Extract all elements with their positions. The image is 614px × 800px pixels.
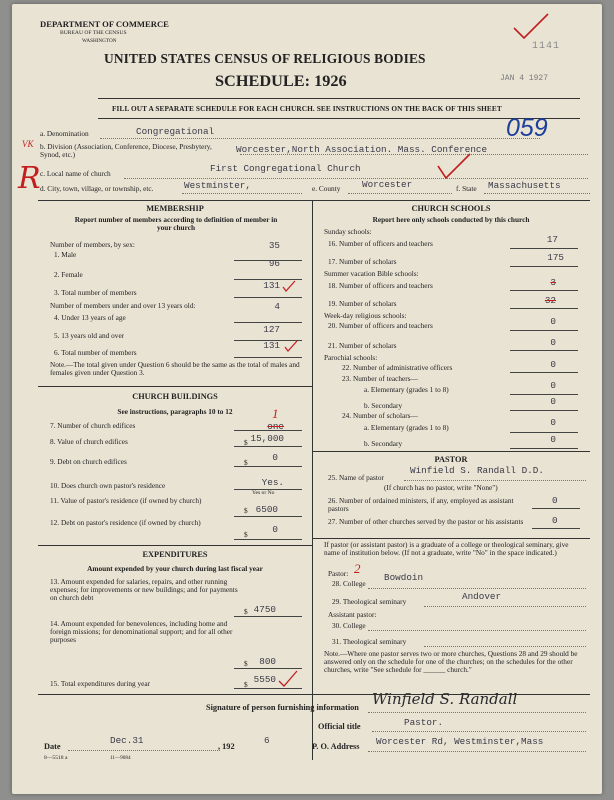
signature-value: Winfield S. Randall: [372, 690, 518, 708]
q3-line: [234, 297, 302, 298]
form-number: 8—5518 a: [44, 755, 68, 761]
section-rule: [38, 386, 312, 387]
members-by-sex-label: Number of members, by sex:: [50, 240, 135, 249]
q30-label: 30. College: [332, 621, 366, 630]
q4-line: [234, 322, 302, 323]
q18-value: 3: [550, 277, 556, 288]
q24b-line: [510, 448, 578, 449]
red-check-mark: [436, 152, 472, 182]
q19-line: [510, 308, 578, 309]
q18-label: 18. Number of officers and teachers: [328, 281, 433, 290]
q29-value: Andover: [462, 591, 502, 602]
schools-heading: CHURCH SCHOOLS: [411, 204, 491, 213]
q12-value: 0: [272, 524, 278, 535]
q27-value: 0: [552, 515, 558, 526]
q13-line: [234, 616, 302, 617]
q13-label: 13. Amount expended for salaries, repairs, and other running expenses; for improvements or new buildings; and for payments on church debt: [50, 577, 238, 603]
yes-or-no-caption: Yes or No: [252, 490, 275, 496]
date-line: [68, 750, 220, 751]
schedule-title: SCHEDULE: 1926: [215, 71, 347, 90]
q18-line: [510, 290, 578, 291]
age-intro: Number of members under and over 13 years old:: [50, 301, 196, 310]
q23-label: 23. Number of teachers—: [342, 374, 418, 383]
q17-line: [510, 266, 578, 267]
department-line: DEPARTMENT OF COMMERCE: [40, 19, 169, 29]
q2-value: 96: [268, 258, 280, 269]
q24a-value: 0: [550, 417, 556, 428]
buildings-heading: CHURCH BUILDINGS: [132, 392, 218, 401]
assistant-pastor-subheading: Assistant pastor:: [328, 610, 377, 619]
expenditures-intro: Amount expended by your church during last fiscal year: [87, 564, 263, 573]
q8-dollar: $: [244, 438, 248, 447]
q24a-line: [510, 432, 578, 433]
q6-label: 6. Total number of members: [54, 348, 137, 357]
q15-label: 15. Total expenditures during year: [50, 679, 151, 688]
separate-schedule-instruction: FILL OUT A SEPARATE SCHEDULE FOR EACH CHURCH. SEE INSTRUCTIONS ON THE BACK OF THIS SHEET: [112, 104, 502, 113]
q8-line: [234, 446, 302, 447]
q3-label: 3. Total number of members: [54, 288, 137, 297]
q7-value: one: [267, 421, 284, 432]
section-rule: [38, 200, 590, 201]
q12-label: 12. Debt on pastor's residence (if owned by church): [50, 518, 201, 527]
local-name-label: c. Local name of church: [40, 169, 111, 178]
q9-dollar: $: [244, 458, 248, 467]
local-name-line: [124, 178, 588, 179]
q23a-line: [510, 394, 578, 395]
q12-line: [234, 539, 302, 540]
q27-label: 27. Number of other churches served by the pastor or his assistants: [328, 517, 524, 526]
po-address-line: [368, 751, 586, 752]
q27-line: [532, 528, 580, 529]
q15-line: [234, 688, 302, 689]
q7-correction: 1: [272, 406, 279, 421]
q21-line: [510, 350, 578, 351]
q31-line: [424, 646, 586, 647]
q4-value: 4: [274, 301, 280, 312]
buildings-intro: See instructions, paragraphs 10 to 12: [117, 407, 233, 416]
q9-line: [234, 466, 302, 467]
q8-value: 15,000: [250, 433, 284, 444]
sunday-schools-label: Sunday schools:: [324, 227, 372, 236]
membership-note: Note.—The total given under Question 6 should be the same as the total of males and females given under Question 3.: [50, 360, 300, 378]
state-line: [484, 193, 590, 194]
q9-label: 9. Debt on church edifices: [50, 457, 127, 466]
q26-label: 26. Number of ordained ministers, if any, employed as assistant pastors: [328, 496, 514, 514]
q24b-value: 0: [550, 434, 556, 445]
q2-label: 2. Female: [54, 270, 83, 279]
section-rule: [38, 545, 312, 546]
washington-line: WASHINGTON: [82, 38, 117, 44]
q23a-label: a. Elementary (grades 1 to 8): [364, 385, 449, 394]
q7-label: 7. Number of church edifices: [50, 421, 136, 430]
denomination-label: a. Denomination: [40, 129, 89, 138]
q23b-line: [510, 410, 578, 411]
q13-value: 4750: [253, 604, 276, 615]
county-label: e. County: [312, 184, 341, 193]
q11-label: 11. Value of pastor's residence (if owned by church): [50, 496, 202, 505]
q10-value: Yes.: [261, 477, 284, 488]
division-value: Worcester,North Association. Mass. Conference: [236, 144, 488, 155]
signature-line: [368, 712, 586, 713]
red-check-mark: [282, 280, 296, 292]
denomination-value: Congregational: [136, 126, 215, 137]
po-address-value: Worcester Rd, Westminster,Mass: [376, 736, 544, 747]
parochial-schools-label: Parochial schools:: [324, 353, 378, 362]
q25-value: Winfield S. Randall D.D.: [410, 465, 544, 476]
q26-line: [532, 508, 580, 509]
po-address-label: P. O. Address: [312, 742, 360, 751]
margin-note-vk: VK: [22, 139, 34, 149]
form-title: UNITED STATES CENSUS OF RELIGIOUS BODIES: [104, 51, 426, 66]
q13-dollar: $: [244, 607, 248, 616]
year-digit: 6: [264, 735, 270, 746]
q5-value: 127: [263, 324, 280, 335]
signature-label: Signature of person furnishing information: [206, 703, 359, 712]
q22-line: [510, 372, 578, 373]
date-label: Date: [44, 742, 61, 751]
q24-label: 24. Number of scholars—: [342, 411, 418, 420]
margin-note-r: R: [18, 161, 41, 196]
pastor-handwritten-mark: 2: [354, 561, 361, 576]
year-prefix: , 192: [218, 742, 235, 751]
received-date-stamp: JAN 4 1927: [500, 74, 549, 83]
q1-value: 35: [268, 240, 280, 251]
q15-dollar: $: [244, 680, 248, 689]
red-check-mark: [284, 340, 298, 352]
state-label: f. State: [456, 184, 477, 193]
q8-label: 8. Value of church edifices: [50, 437, 128, 446]
q22-value: 0: [550, 359, 556, 370]
pastor-note: Note.—Where one pastor serves two or more churches, Questions 28 and 29 should be answered only on the schedule for one of the churches; on the schedules for the other churches, write "See schedule for ______ church.": [324, 649, 578, 675]
bureau-line: BUREAU OF THE CENSUS: [60, 30, 127, 36]
q11-dollar: $: [244, 506, 248, 515]
q28-line: [368, 588, 586, 589]
q11-line: [234, 516, 302, 517]
red-check-mark: [512, 12, 552, 42]
q19-label: 19. Number of scholars: [328, 299, 397, 308]
q29-label: 29. Theological seminary: [332, 597, 407, 606]
column-divider: [312, 200, 313, 760]
q12-dollar: $: [244, 530, 248, 539]
summer-schools-label: Summer vacation Bible schools:: [324, 269, 419, 278]
q20-line: [510, 330, 578, 331]
q19-value: 32: [544, 295, 556, 306]
city-line: [182, 193, 302, 194]
county-line: [348, 193, 452, 194]
q24a-label: a. Elementary (grades 1 to 8): [364, 423, 449, 432]
q25-note: (If church has no pastor, write "None"): [384, 483, 498, 492]
q15-value: 5550: [253, 674, 276, 685]
county-value: Worcester: [362, 179, 413, 190]
section-rule: [312, 451, 590, 452]
q14-dollar: $: [244, 659, 248, 668]
q22-label: 22. Number of administrative officers: [342, 363, 453, 372]
q16-label: 16. Number of officers and teachers: [328, 239, 433, 248]
q10-label: 10. Does church own pastor's residence: [50, 481, 166, 490]
q1-label: 1. Male: [54, 250, 77, 259]
state-value: Massachusetts: [488, 180, 561, 191]
q17-label: 17. Number of scholars: [328, 257, 397, 266]
q26-value: 0: [552, 495, 558, 506]
q28-value: Bowdoin: [384, 572, 424, 583]
q23a-value: 0: [550, 380, 556, 391]
date-value: Dec.31: [110, 735, 144, 746]
q14-label: 14. Amount expended for benevolences, including home and foreign missions; for denominational support; and for all other purposes: [50, 619, 233, 645]
membership-intro: Report number of members according to definition of member in your church: [74, 215, 278, 233]
city-value: Westminster,: [184, 180, 251, 191]
official-title-value: Pastor.: [404, 717, 444, 728]
city-label: d. City, town, village, or township, etc.: [40, 184, 154, 193]
received-number-stamp: 1141: [532, 41, 561, 52]
q6-line: [234, 357, 302, 358]
q29-line: [424, 606, 586, 607]
print-number: 11—9084: [110, 755, 131, 761]
q4-label: 4. Under 13 years of age: [54, 313, 126, 322]
schools-intro: Report here only schools conducted by this church: [372, 215, 530, 224]
q5-label: 5. 13 years old and over: [54, 331, 125, 340]
q20-value: 0: [550, 316, 556, 327]
header-rule-top: [98, 98, 580, 99]
q25-line: [404, 480, 586, 481]
weekday-schools-label: Week-day religious schools:: [324, 311, 407, 320]
pastor-subheading: Pastor:: [328, 569, 349, 578]
q21-value: 0: [550, 337, 556, 348]
q21-label: 21. Number of scholars: [328, 341, 397, 350]
q23b-value: 0: [550, 396, 556, 407]
official-title-label: Official title: [318, 722, 361, 731]
q23b-label: b. Secondary: [364, 401, 403, 410]
q31-label: 31. Theological seminary: [332, 637, 407, 646]
local-name-value: First Congregational Church: [210, 163, 361, 174]
expenditures-heading: EXPENDITURES: [142, 550, 208, 559]
q9-value: 0: [272, 452, 278, 463]
q25-label: 25. Name of pastor: [328, 473, 384, 482]
q17-value: 175: [547, 252, 564, 263]
q28-label: 28. College: [332, 579, 366, 588]
denomination-line: [100, 138, 540, 139]
division-label: b. Division (Association, Conference, Diocese, Presbytery, Synod, etc.): [40, 142, 212, 160]
q16-line: [510, 248, 578, 249]
pastor-heading: PASTOR: [434, 455, 468, 464]
q6-value: 131: [263, 340, 280, 351]
q14-value: 800: [259, 656, 276, 667]
q16-value: 17: [546, 234, 558, 245]
q30-line: [368, 630, 586, 631]
official-title-line: [372, 731, 586, 732]
q20-label: 20. Number of officers and teachers: [328, 321, 433, 330]
section-rule: [312, 538, 590, 539]
q24b-label: b. Secondary: [364, 439, 403, 448]
census-schedule-sheet: [12, 4, 602, 794]
red-check-mark: [278, 670, 298, 688]
q11-value: 6500: [255, 504, 278, 515]
q3-value: 131: [263, 280, 280, 291]
membership-heading: MEMBERSHIP: [146, 204, 204, 213]
graduate-instruction: If pastor (or assistant pastor) is a graduate of a college or theological seminary, give name of institution below. (If not a graduate, write "No" in the space indicated.): [324, 540, 569, 558]
q14-line: [234, 668, 302, 669]
handwritten-schedule-number: 059: [506, 114, 548, 142]
